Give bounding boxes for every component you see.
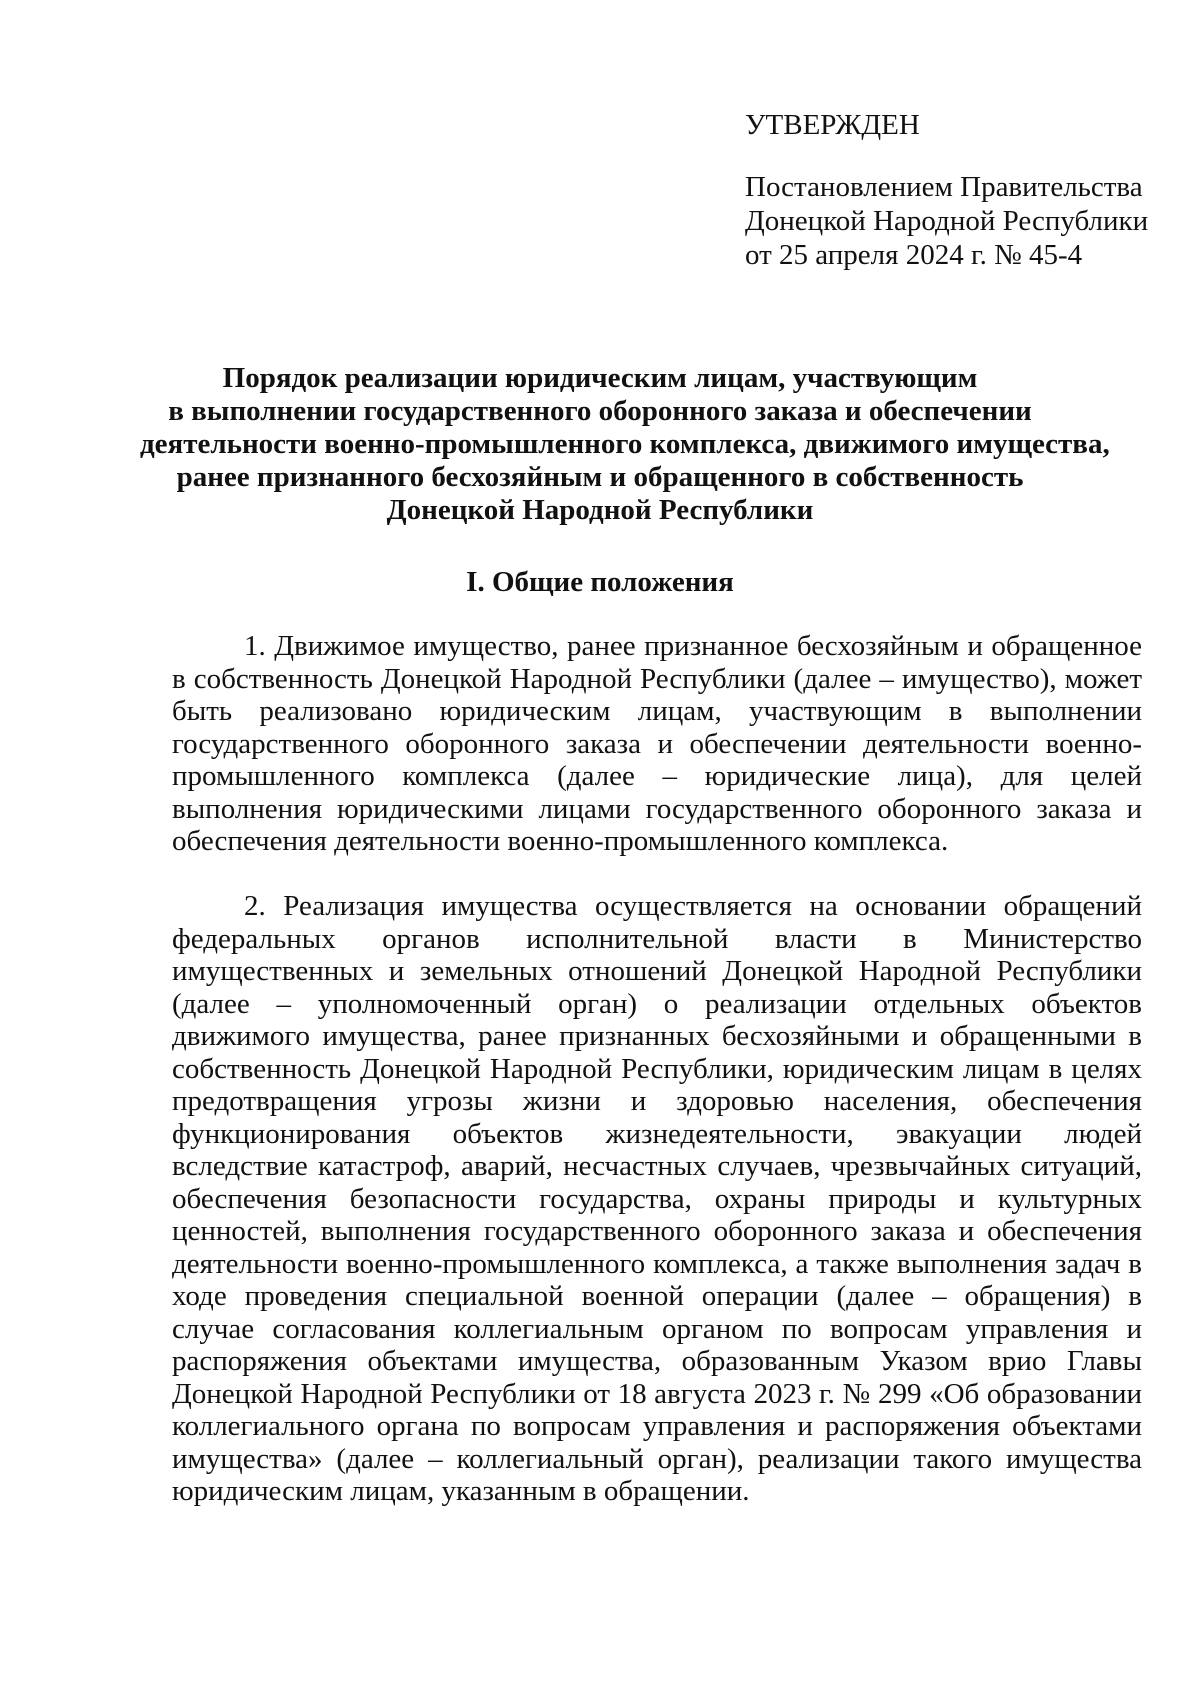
approval-block: [745, 108, 1165, 272]
approval-line-3: от 25 апреля 2024 г. № 45-4: [745, 239, 1083, 271]
approval-stamp: УТВЕРЖДЕН: [745, 109, 920, 141]
document-title: [140, 362, 1110, 527]
title-line-3: деятельности военно-промышленного комплекса, движимого имущества,: [140, 428, 1110, 460]
approval-line-1: Постановлением Правительства: [745, 171, 1143, 203]
paragraph-2: 2. Реализация имущества осуществляется на основании обращений федеральных органов исполнительной власти в Министерство имущественных и земельных отношений Донецкой Народной Республики (далее – уполномоченный орган) о реализации отдельных объектов движимого имущества, ранее признанных бесхозяйными и обращенными в собственность Донецкой Народной Республики, юридическим лицам в целях предотвращения угрозы жизни и здоровью населения, обеспечения функционирования объектов жизнедеятельности, эвакуации людей вследствие катастроф, аварий, несчастных случаев, чрезвычайных ситуаций, обеспечения безопасности государства, охраны природы и культурных ценностей, выполнения государственного оборонного заказа и обеспечения деятельности военно-промышленного комплекса, а также выполнения задач в ходе проведения специальной военной операции (далее – обращения) в случае согласования коллегиальным органом по вопросам управления и распоряжения объектами имущества, образованным Указом врио Главы Донецкой Народной Республики от 18 августа 2023 г. № 299 «Об образовании коллегиального органа по вопросам управления и распоряжения объектами имущества» (далее – коллегиальный орган), реализации такого имущества юридическим лицам, указанным в обращении.: [172, 890, 1142, 1507]
title-line-2: в выполнении государственного оборонного заказа и обеспечении: [168, 395, 1032, 427]
approval-line-2: Донецкой Народной Республики: [745, 205, 1149, 237]
paragraph-1: 1. Движимое имущество, ранее признанное бесхозяйным и обращенное в собственность Донецкой Народной Республики (далее – имущество), может быть реализовано юридическим лицам, участвующим в выполнении государственного оборонного заказа и обеспечении деятельности военно-промышленного комплекса (далее – юридические лица), для целей выполнения юридическими лицами государственного оборонного заказа и обеспечения деятельности военно-промышленного комплекса.: [172, 630, 1142, 857]
title-line-4: ранее признанного бесхозяйным и обращенного в собственность: [176, 461, 1024, 493]
section-heading: I. Общие положения: [466, 566, 734, 598]
title-line-5: Донецкой Народной Республики: [386, 494, 814, 526]
title-line-1: Порядок реализации юридическим лицам, участвующим: [222, 362, 978, 394]
